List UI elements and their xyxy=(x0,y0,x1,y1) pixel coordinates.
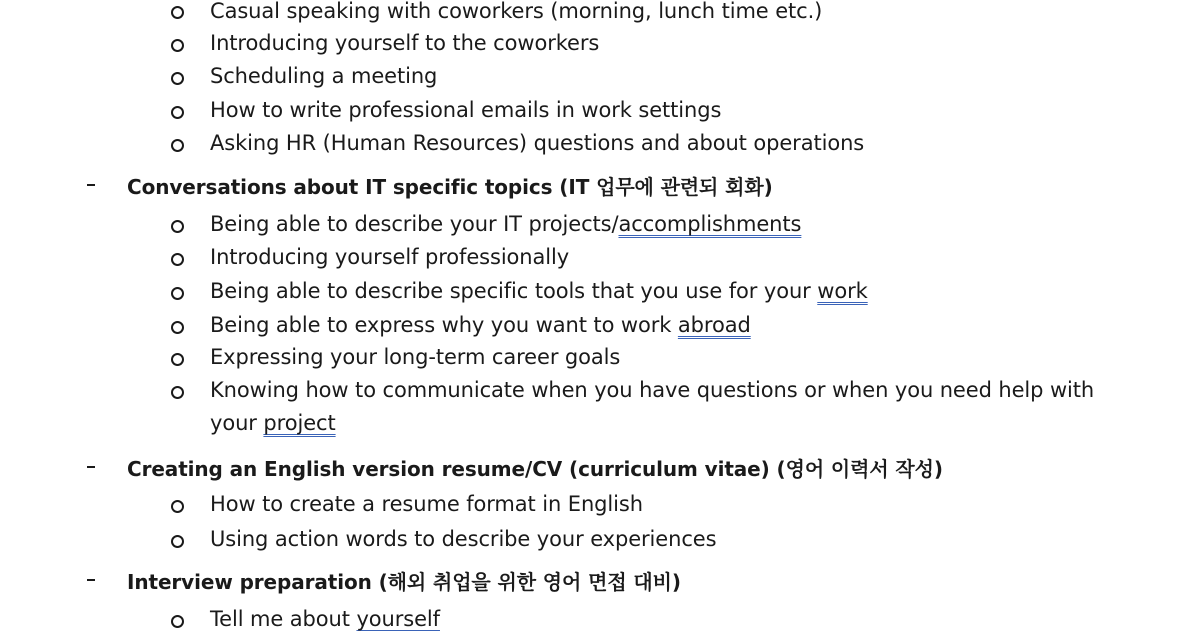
list-item-text: Being able to describe specific tools that you use for your xyxy=(210,279,818,303)
list-item-text: Tell me about xyxy=(210,607,357,631)
list-item: Asking HR (Human Resources) questions and about operations xyxy=(210,131,865,155)
list-item: Scheduling a meeting xyxy=(210,64,438,88)
circle-bullet-icon xyxy=(171,139,184,152)
dash-bullet-icon xyxy=(87,466,95,468)
circle-bullet-icon xyxy=(171,386,184,399)
circle-bullet-icon xyxy=(171,106,184,119)
list-item xyxy=(210,313,751,337)
circle-bullet-icon xyxy=(171,6,184,19)
list-item: How to write professional emails in work settings xyxy=(210,98,722,122)
list-item: Using action words to describe your experiences xyxy=(210,527,717,551)
circle-bullet-icon xyxy=(171,72,184,85)
list-item-text: Being able to describe your IT projects/ xyxy=(210,212,619,236)
list-item xyxy=(210,378,1094,402)
list-item-continuation xyxy=(210,411,336,435)
circle-bullet-icon xyxy=(171,287,184,300)
circle-bullet-icon xyxy=(171,500,184,513)
list-item: Casual speaking with coworkers (morning, lunch time etc.) xyxy=(210,0,823,23)
spellcheck-flagged-word[interactable]: accomplishments xyxy=(618,212,802,236)
circle-bullet-icon xyxy=(171,535,184,548)
circle-bullet-icon xyxy=(171,321,184,334)
list-item-text: Being able to express why you want to work xyxy=(210,313,678,337)
list-item: Introducing yourself to the coworkers xyxy=(210,31,600,55)
list-item-text: Expressing your long-term career goals xyxy=(210,345,621,369)
spellcheck-flagged-word[interactable]: work xyxy=(817,279,868,303)
spellcheck-flagged-word[interactable]: abroad xyxy=(677,313,751,337)
circle-bullet-icon xyxy=(171,220,184,233)
section-heading: Conversations about IT specific topics (IT 업무에 관련되 회화) xyxy=(127,175,773,199)
spellcheck-flagged-word[interactable]: project xyxy=(263,411,336,435)
dash-bullet-icon xyxy=(87,579,95,581)
list-item xyxy=(210,607,440,631)
list-item-text: your xyxy=(210,411,264,435)
circle-bullet-icon xyxy=(171,615,184,628)
list-item xyxy=(210,279,868,303)
list-item xyxy=(210,345,620,369)
dash-bullet-icon xyxy=(87,184,95,186)
section-heading: Creating an English version resume/CV (curriculum vitae) (영어 이력서 작성) xyxy=(127,457,943,481)
circle-bullet-icon xyxy=(171,353,184,366)
spellcheck-flagged-word[interactable]: yourself xyxy=(356,607,440,631)
list-item xyxy=(210,212,801,236)
list-item-text: Introducing yourself professionally xyxy=(210,245,570,269)
list-item: How to create a resume format in English xyxy=(210,492,643,516)
circle-bullet-icon xyxy=(171,253,184,266)
list-item-text: Knowing how to communicate when you have questions or when you need help with xyxy=(210,378,1095,402)
list-item xyxy=(210,245,569,269)
section-heading: Interview preparation (해외 취업을 위한 영어 면접 대비) xyxy=(127,570,681,594)
circle-bullet-icon xyxy=(171,39,184,52)
